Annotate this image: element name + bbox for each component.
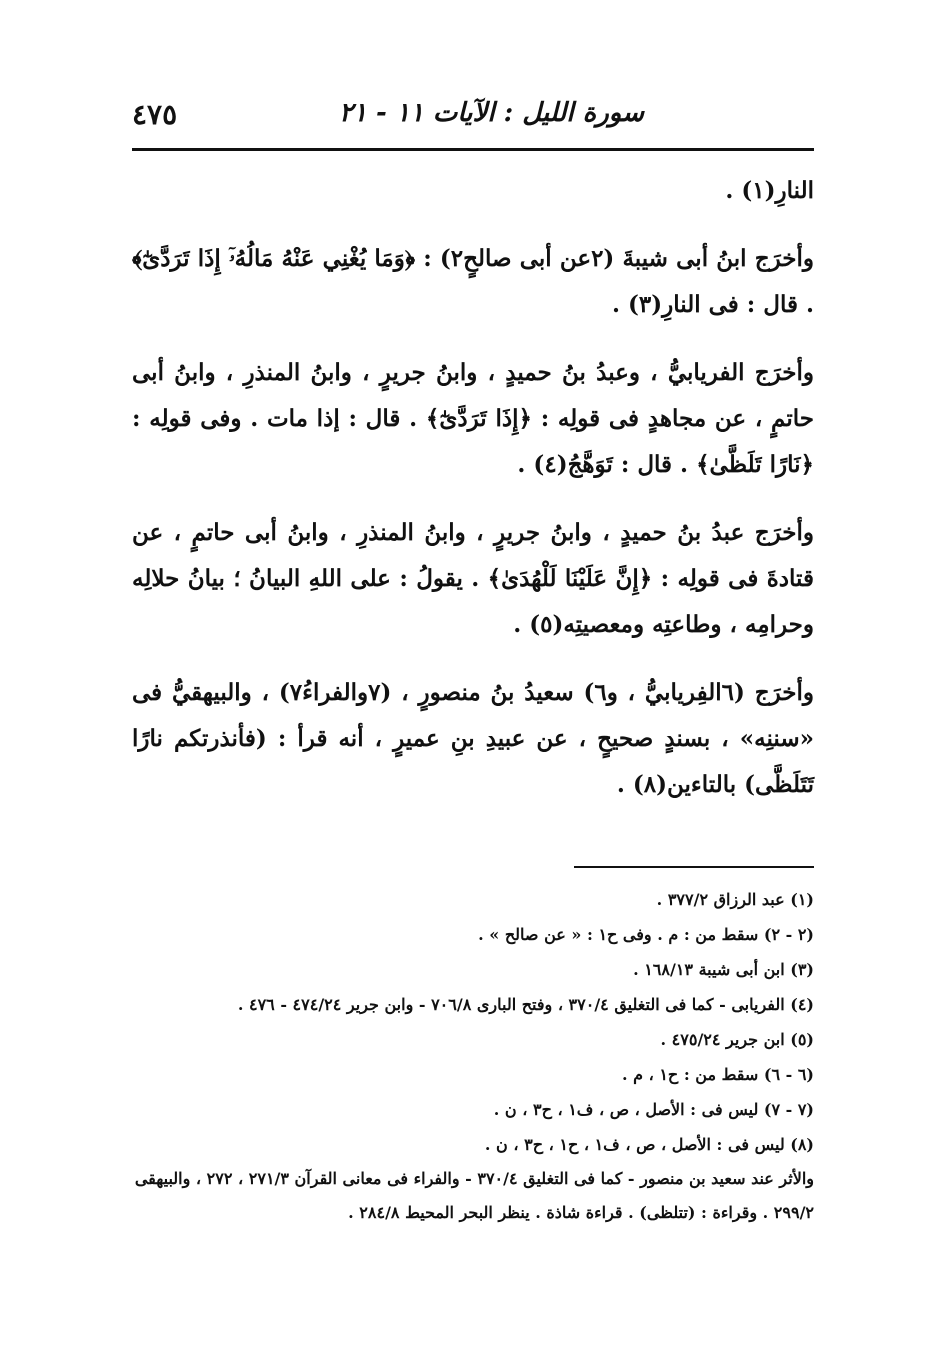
page-number: ٤٧٥ (132, 98, 178, 131)
footnote: (١) عبد الرزاق ٣٧٧/٢ . (656, 890, 814, 909)
footnote: (٣) ابن أبى شيبة ١٦٨/١٣ . (633, 960, 814, 979)
footnote: (٨) ليس فى : الأصل ، ص ، ف١ ، ح١ ، ح٣ ، ن . (484, 1135, 814, 1154)
main-text (132, 168, 814, 830)
header-rule (132, 148, 814, 151)
footnote: (٦ - ٦) سقط من : ح١ ، م . (621, 1065, 814, 1084)
footnotes (132, 882, 814, 1230)
paragraph: وأخرَج عبدُ بنُ حميدٍ ، وابنُ جريرٍ ، وابنُ المنذرِ ، وابنُ أبى حاتمٍ ، عن قتادةَ فى قولِه : ﴿إِنَّ عَلَيْنَا لَلْهُدَىٰ﴾ . يقولُ : على اللهِ البيانُ ؛ بيانُ حلالِه وحرامِه ، وطاعتِه ومعصيتِه(٥) . (132, 519, 814, 638)
footnote: (٤) الفريابى - كما فى التغليق ٣٧٠/٤ ، وفتح البارى ٧٠٦/٨ - وابن جرير ٤٧٤/٢٤ - ٤٧٦ . (237, 995, 814, 1014)
paragraph: وأخرَج الفريابيُّ ، وعبدُ بنُ حميدٍ ، وابنُ جريرٍ ، وابنُ المنذرِ ، وابنُ أبى حاتمٍ ، عن مجاهدٍ فى قولِه : ﴿إِذَا تَرَدَّىٰٓ﴾ . قال : إذا مات . وفى قولِه : ﴿نَارًا تَلَظَّىٰ﴾ . قال : تَوَهَّجُ(٤) . (132, 359, 814, 478)
running-title: سورة الليل : الآيات ١١ - ٢١ (339, 98, 644, 128)
footnote-rule (574, 866, 814, 868)
footnote: (٢ - ٢) سقط من : م . وفى ح١ : « عن صالح » . (478, 925, 814, 944)
footnote: والأثر عند سعيد بن منصور - كما فى التغليق ٣٧٠/٤ - والفراء فى معانى القرآن ٢٧١/٣ ، ٢٧٢ ، والبيهقى ٢٩٩/٢ . وقراءة : (تتلظى) . قراءة شاذة . ينظر البحر المحيط ٢٨٤/٨ . (134, 1169, 814, 1222)
paragraph: وأخرَج ابنُ أبى شيبةَ (٢عن أبى صالحٍ٢) : ﴿وَمَا يُغْنِي عَنْهُ مَالُهُۥٓ إِذَا تَرَدَّىٰٓ﴾ . قال : فى النارِ(٣) . (132, 245, 814, 318)
footnote: (٥) ابن جرير ٤٧٥/٢٤ . (660, 1030, 814, 1049)
paragraph: النارِ(١) . (725, 177, 814, 204)
paragraph: وأخرَج (٦الفِريابيُّ ، و٦) سعيدُ بنُ منصورٍ ، (٧والفراءُ٧) ، والبيهقيُّ فى «سننِه» ، بسندٍ صحيحٍ ، عن عبيدِ بنِ عميرٍ ، أنه قرأ : (فأنذرتكم نارًا تَتَلَظَّى) بالتاءين(٨) . (132, 679, 814, 798)
footnote: (٧ - ٧) ليس فى : الأصل ، ص ، ف١ ، ح٣ ، ن . (493, 1100, 814, 1119)
page-header (132, 92, 814, 144)
